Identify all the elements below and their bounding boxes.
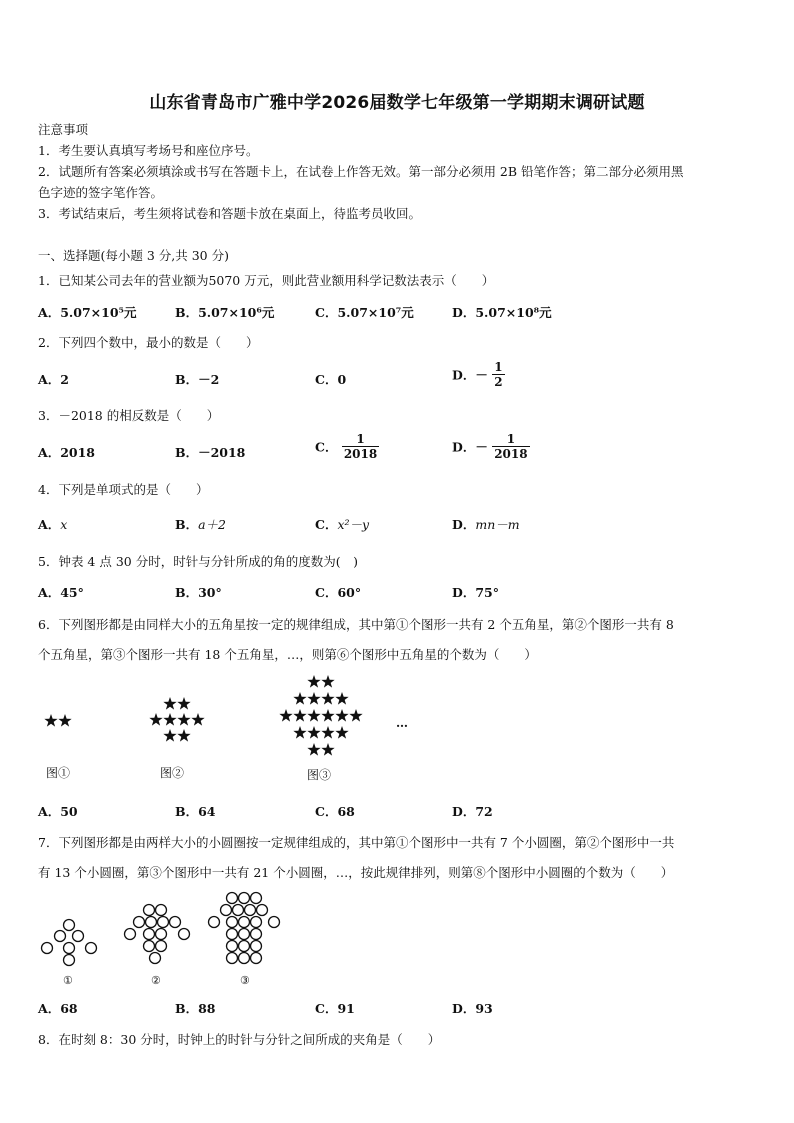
notice-item-3: 3．考试结束后，考生须将试卷和答题卡放在桌面上，待监考员收回。 (38, 206, 421, 221)
circle-icon (251, 893, 262, 904)
circle-caption-3: ③ (240, 974, 250, 987)
circle-icon (156, 905, 167, 916)
q1-option-d: D．5.07×10⁸元 (452, 305, 552, 320)
q2-option-d (452, 360, 505, 389)
circle-icon (144, 941, 155, 952)
figure-caption-3: 图③ (307, 768, 332, 782)
circle-icon (221, 905, 232, 916)
circle-icon (233, 905, 244, 916)
star-icon (335, 726, 348, 739)
star-icon (321, 709, 334, 722)
circle-icon (257, 905, 268, 916)
fraction-denominator: 2018 (494, 447, 528, 461)
q1-option-a: A．5.07×10⁵元 (38, 305, 137, 320)
q6-option-b: B．64 (175, 804, 216, 819)
star-icon (321, 726, 334, 739)
fraction-denominator: 2 (494, 375, 503, 389)
q2-option-b: B．－2 (175, 372, 220, 387)
q6-option-c: C．68 (315, 804, 355, 819)
circle-icon (239, 953, 250, 964)
circle-icon (245, 905, 256, 916)
star-icon (177, 729, 190, 742)
question-8: 8．在时刻 8：30 分时，时钟上的时针与分针之间所成的夹角是（ ） (38, 1032, 441, 1047)
section-heading: 一、选择题(每小题 3 分,共 30 分) (38, 248, 229, 263)
q6-option-a: A．50 (38, 804, 78, 819)
circle-icon (227, 953, 238, 964)
star-icon (321, 675, 334, 688)
star-icon (307, 675, 320, 688)
circle-icon (144, 905, 155, 916)
circle-icon (156, 929, 167, 940)
notice-heading: 注意事项 (38, 122, 89, 137)
circle-icon (64, 955, 75, 966)
question-5: 5．钟表 4 点 30 分时，时针与分针所成的角的度数为( ) (38, 554, 358, 569)
q4-option-d (452, 515, 520, 533)
question-7-line-2: 有 13 个小圆圈，第③个图形中一共有 21 个小圆圈，…，按此规律排列，则第⑧个图形中小圆圈的个数为（ ） (38, 865, 674, 880)
q3-option-d-prefix: D．－ (452, 439, 488, 455)
circle-icon (144, 929, 155, 940)
notice-item-2-cont: 色字迹的签字笔作答。 (38, 185, 164, 200)
q7-option-a: A．68 (38, 1001, 78, 1016)
q4-option-b (175, 515, 226, 533)
star-icon (307, 709, 320, 722)
notice-item-1: 1．考生要认真填写考场号和座位序号。 (38, 143, 259, 158)
question-6-line-2: 个五角星，第③个图形一共有 18 个五角星，…，则第⑥个图形中五角星的个数为（ ） (38, 647, 537, 662)
circle-icon (86, 943, 97, 954)
circle-figure-2 (125, 905, 190, 964)
circle-caption-1: ① (63, 974, 73, 987)
circle-icon (227, 941, 238, 952)
figure-caption-2: 图② (160, 766, 185, 780)
circle-icon (158, 917, 169, 928)
circle-icon (251, 953, 262, 964)
circle-icon (239, 893, 250, 904)
q7-option-c: C．91 (315, 1001, 355, 1016)
q1-option-b: B．5.07×10⁶元 (175, 305, 275, 320)
question-7-line-1: 7．下列图形都是由两样大小的小圆圈按一定规律组成的，其中第①个图形中一共有 7 个小圆圈，第②个图形中一共 (38, 835, 675, 850)
notice-item-2: 2．试题所有答案必须填涂或书写在答题卡上，在试卷上作答无效。第一部分必须用 2B 铅笔作答；第二部分必须用黑 (38, 164, 684, 179)
star-icon (149, 713, 162, 726)
q3-option-d (452, 432, 530, 461)
q4-option-c (315, 515, 369, 533)
circle-icon (239, 929, 250, 940)
circle-icon (227, 929, 238, 940)
fraction (492, 360, 504, 389)
circle-icon (125, 929, 136, 940)
fraction-numerator: 1 (342, 432, 379, 447)
q6-option-d: D．72 (452, 804, 493, 819)
circle-icon (170, 917, 181, 928)
q4-option-a-expr: x (60, 517, 68, 532)
circle-icon (227, 917, 238, 928)
star-icon (307, 743, 320, 756)
star-icon (279, 709, 292, 722)
circle-icon (239, 941, 250, 952)
circle-icon (64, 943, 75, 954)
q4-option-d-expr: mn－m (475, 517, 520, 532)
circle-icon (146, 917, 157, 928)
circle-icon (55, 931, 66, 942)
star-icon (321, 692, 334, 705)
q5-option-a: A．45° (38, 585, 84, 600)
fraction-numerator: 1 (494, 360, 503, 374)
page-title: 山东省青岛市广雅中学2026届数学七年级第一学期期末调研试题 (149, 93, 645, 113)
circle-icon (179, 929, 190, 940)
star-icon (293, 692, 306, 705)
question-1: 1．已知某公司去年的营业额为5070 万元，则此营业额用科学记数法表示（ ） (38, 273, 495, 288)
circle-caption-2: ② (151, 974, 161, 987)
star-figure-3 (279, 675, 362, 756)
star-icon (163, 729, 176, 742)
circle-figure-3 (209, 893, 280, 964)
fraction-denominator: 2018 (343, 447, 378, 461)
star-icon (44, 714, 57, 727)
q5-option-b: B．30° (175, 585, 222, 600)
q7-option-b: B．88 (175, 1001, 216, 1016)
q2-option-a: A．2 (38, 372, 69, 387)
q3-option-c (315, 432, 379, 461)
q4-option-c-prefix: C． (315, 517, 338, 532)
star-icon (335, 709, 348, 722)
circle-icon (42, 943, 53, 954)
star-icon (321, 743, 334, 756)
circle-icon (150, 953, 161, 964)
star-icon (293, 709, 306, 722)
star-icon (349, 709, 362, 722)
star-figure-2 (149, 697, 204, 742)
pattern-ellipsis: … (396, 716, 408, 730)
circle-icon (269, 917, 280, 928)
circle-figure-1 (42, 920, 97, 966)
q4-option-b-prefix: B． (175, 517, 199, 532)
fraction (342, 432, 379, 461)
star-icon (307, 726, 320, 739)
q5-option-c: C．60° (315, 585, 362, 600)
q2-option-c: C．0 (315, 372, 347, 387)
circle-icon (209, 917, 220, 928)
q1-option-c: C．5.07×10⁷元 (315, 305, 414, 320)
question-3: 3．－2018 的相反数是（ ） (38, 408, 220, 423)
circle-icon (251, 917, 262, 928)
circle-icon (156, 941, 167, 952)
question-4: 4．下列是单项式的是（ ） (38, 482, 209, 497)
fraction-numerator: 1 (492, 432, 529, 447)
q4-option-a-prefix: A． (38, 517, 61, 532)
star-icon (163, 697, 176, 710)
star-figure-1 (44, 714, 71, 727)
circle-icon (239, 917, 250, 928)
q5-option-d: D．75° (452, 585, 499, 600)
q3-option-c-prefix: C． (315, 439, 338, 455)
star-icon (307, 692, 320, 705)
circle-icon (73, 931, 84, 942)
q4-option-a (38, 515, 67, 533)
q3-option-b: B．－2018 (175, 445, 246, 460)
q4-option-b-expr: a＋2 (198, 517, 226, 532)
q4-option-c-expr: x²－y (337, 517, 370, 532)
star-icon (177, 697, 190, 710)
circle-icon (251, 941, 262, 952)
star-icon (58, 714, 71, 727)
q2-option-d-prefix: D．－ (452, 367, 488, 383)
q3-option-a: A．2018 (38, 445, 95, 460)
star-icon (335, 692, 348, 705)
figure-caption-1: 图① (46, 766, 71, 780)
star-icon (191, 713, 204, 726)
circle-icon (64, 920, 75, 931)
circle-pattern-figure (34, 888, 296, 992)
q4-option-d-prefix: D． (452, 517, 476, 532)
star-icon (293, 726, 306, 739)
fraction (492, 432, 529, 461)
circle-icon (251, 929, 262, 940)
question-2: 2．下列四个数中，最小的数是（ ） (38, 335, 259, 350)
circle-icon (227, 893, 238, 904)
circle-icon (134, 917, 145, 928)
q7-option-d: D．93 (452, 1001, 493, 1016)
star-icon (177, 713, 190, 726)
question-6-line-1: 6．下列图形都是由同样大小的五角星按一定的规律组成，其中第①个图形一共有 2 个五角星，第②个图形一共有 8 (38, 617, 674, 632)
star-icon (163, 713, 176, 726)
